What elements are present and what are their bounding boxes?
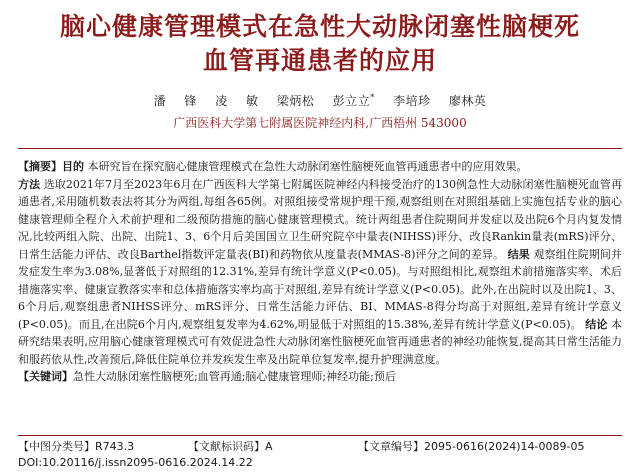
doi: DOI:10.20116/j.issn2095-0616.2024.14.22 — [18, 456, 253, 469]
abstract-body — [18, 158, 622, 368]
clc-number: 【中图分类号】R743.3 — [18, 440, 135, 453]
article-metadata — [18, 438, 622, 454]
author: 潘 锋 — [153, 94, 197, 108]
author: 梁炳松 — [276, 94, 315, 108]
abstract-label: 【摘要】 — [18, 160, 62, 173]
conclusion-text: 本研究结果表明,应用脑心健康管理模式可有效促进急性大动脉闭塞性脑梗死血管再通患者的神经功能恢复,提高其日常生活能力和服药依从性,改善预后,降低住院单位并发疾发生率及出院单位复发率,提升护理满意度。 — [18, 317, 623, 366]
author: 彭立立* — [332, 93, 375, 108]
method-text: 选取2021年7月至2023年6月在广西医科大学第七附属医院神经内科接受治疗的130例急性大动脉闭塞性脑梗死血管再通患者,采用随机数表法将其分为两组,每组各65例。对照组接受常规护理干预,观察组则在对照组基础上实施包括专业的脑心健康管理师全程介入术前护理和二级预防措施的脑心健康管理模式。统计两组患者住院期间并发症以及出院6个月内复发情况,比较两组入院、出院、出院1、3、6个月后美国国立卫生研究院卒中量表(NIHSS)评分、改良Rankin量表(mRS)评分、日常生活能力评估、改良Barthel指数评定量表(BI)和药物依从度量表(MMAS-8)评分之间的差异。 — [18, 177, 622, 261]
keywords — [18, 368, 622, 386]
keywords-text: 急性大动脉闭塞性脑梗死;血管再通;脑心健康管理师;神经功能;预后 — [73, 370, 396, 383]
objective-text: 本研究旨在探究脑心健康管理模式在急性大动脉闭塞性脑梗死血管再通患者中的应用效果。 — [84, 160, 528, 173]
paper-title-line-1: 脑心健康管理模式在急性大动脉闭塞性脑梗死 — [59, 12, 580, 41]
affiliation: 广西医科大学第七附属医院神经内科,广西梧州 543000 — [173, 116, 467, 130]
keywords-label: 【关键词】 — [18, 370, 73, 383]
conclusion-label: 结论 — [585, 317, 608, 331]
objective-label: 目的 — [62, 160, 84, 173]
paper-title-line-2: 血管再通患者的应用 — [202, 46, 437, 75]
corresponding-author-mark: * — [370, 93, 375, 102]
author: 凌 敏 — [215, 94, 259, 108]
author: 廖林英 — [448, 94, 487, 108]
result-label: 结果 — [507, 247, 530, 261]
document-code: 【文献标识码】A — [188, 440, 273, 453]
method-label: 方法 — [18, 177, 41, 191]
article-number: 【文章编号】2095-0616(2024)14-0089-05 — [358, 440, 585, 453]
abstract-section — [18, 148, 622, 436]
author-list — [18, 92, 622, 109]
author: 李培珍 — [393, 94, 431, 108]
result-text: 观察组住院期间并发症发生率为3.08%,显著低于对照组的12.31%,差异有统计学意义(P<0.05)。与对照组相比,观察组术前措施落实率、术后措施落实率、健康宣教落实率和总体措施落实率均高于对照组,差异有统计学意义(P<0.05)。此外,在出院时以及出院1、3、6个月后,观察组患者NIHSS评分、mRS评分、日常生活能力评估、BI、MMAS-8得分均高于对照组,差异有统计学意义(P<0.05)。而且,在出院6个月内,观察组复发率为4.62%,明显低于对照组的15.38%,差异有统计学意义(P<0.05)。 — [18, 247, 623, 331]
